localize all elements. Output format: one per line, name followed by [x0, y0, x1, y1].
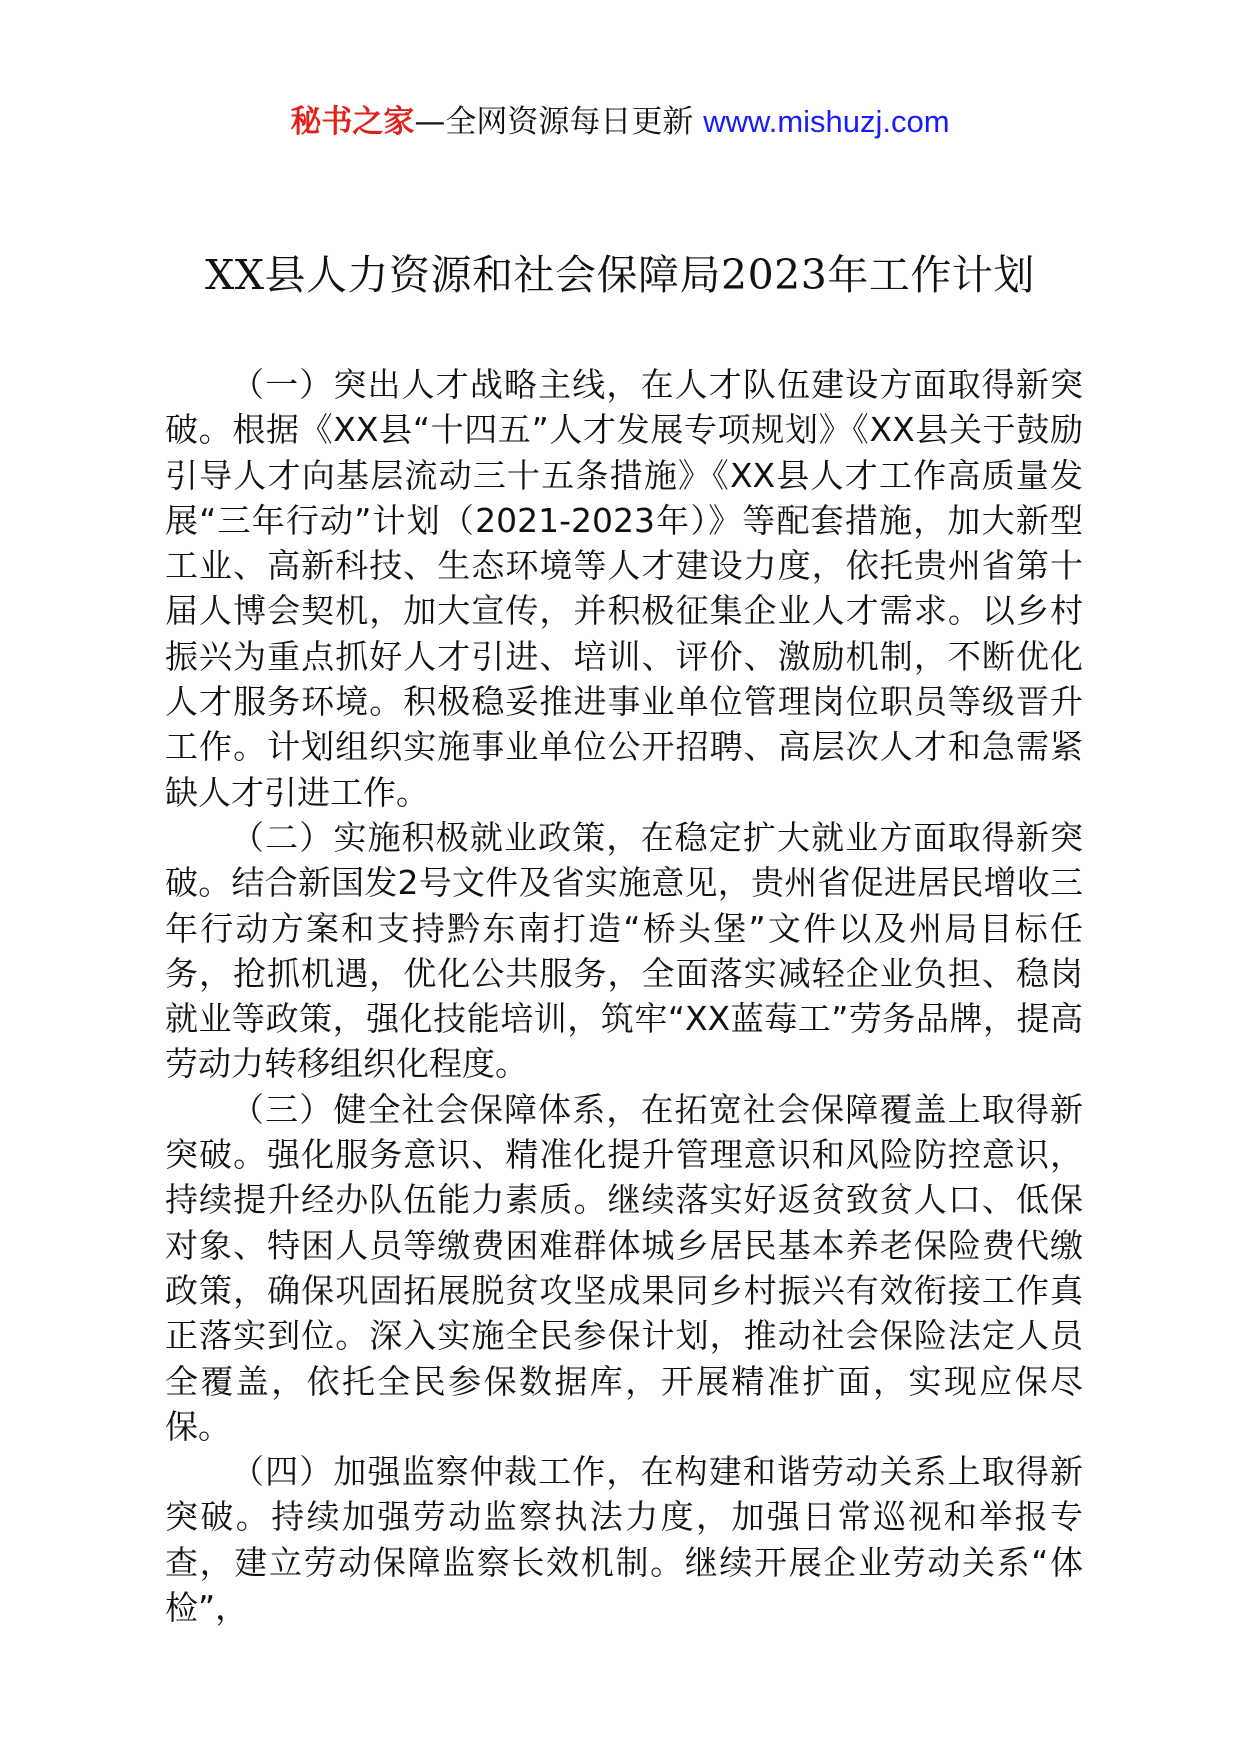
- paragraph-4: （四）加强监察仲裁工作，在构建和谐劳动关系上取得新突破。持续加强劳动监察执法力度，加强日常巡视和举报专查，建立劳动保障监察长效机制。继续开展企业劳动关系“体检”，: [165, 1452, 1083, 1628]
- paragraph-2: （二）实施积极就业政策，在稳定扩大就业方面取得新突破。结合新国发2号文件及省实施意见，贵州省促进居民增收三年行动方案和支持黔东南打造“桥头堡”文件以及州局目标任务，抢抓机遇，优化公共服务，全面落实减轻企业负担、稳岗就业等政策，强化技能培训，筑牢“XX蓝莓工”劳务品牌，提高劳动力转移组织化程度。: [165, 817, 1083, 1084]
- document-body: [165, 362, 1083, 1630]
- paragraph-1: （一）突出人才战略主线，在人才队伍建设方面取得新突破。根据《XX县“十四五”人才发展专项规划》《XX县关于鼓励引导人才向基层流动三十五条措施》《XX县人才工作高质量发展“三年行动”计划（2021-2023年）》等配套措施，加大新型工业、高新科技、生态环境等人才建设力度，依托贵州省第十届人博会契机，加大宣传，并积极征集企业人才需求。以乡村振兴为重点抓好人才引进、培训、评价、激励机制，不断优化人才服务环境。积极稳妥推进事业单位管理岗位职员等级晋升工作。计划组织实施事业单位公开招聘、高层次人才和急需紧缺人才引进工作。: [165, 365, 1083, 812]
- document-title: XX县人力资源和社会保障局2023年工作计划: [205, 251, 1035, 299]
- site-header: [0, 102, 1240, 142]
- paragraph-3: （三）健全社会保障体系，在拓宽社会保障覆盖上取得新突破。强化服务意识、精准化提升管理意识和风险防控意识，持续提升经办队伍能力素质。继续落实好返贫致贫人口、低保对象、特困人员等缴费困难群体城乡居民基本养老保险费代缴政策，确保巩固拓展脱贫攻坚成果同乡村振兴有效衔接工作真正落实到位。深入实施全民参保计划，推动社会保险法定人员全覆盖，依托全民参保数据库，开展精准扩面，实现应保尽保。: [165, 1089, 1083, 1446]
- site-brand: 秘书之家: [290, 104, 415, 140]
- site-tagline: —全网资源每日更新: [414, 104, 704, 140]
- site-url-link[interactable]: www.mishuzj.com: [703, 104, 950, 139]
